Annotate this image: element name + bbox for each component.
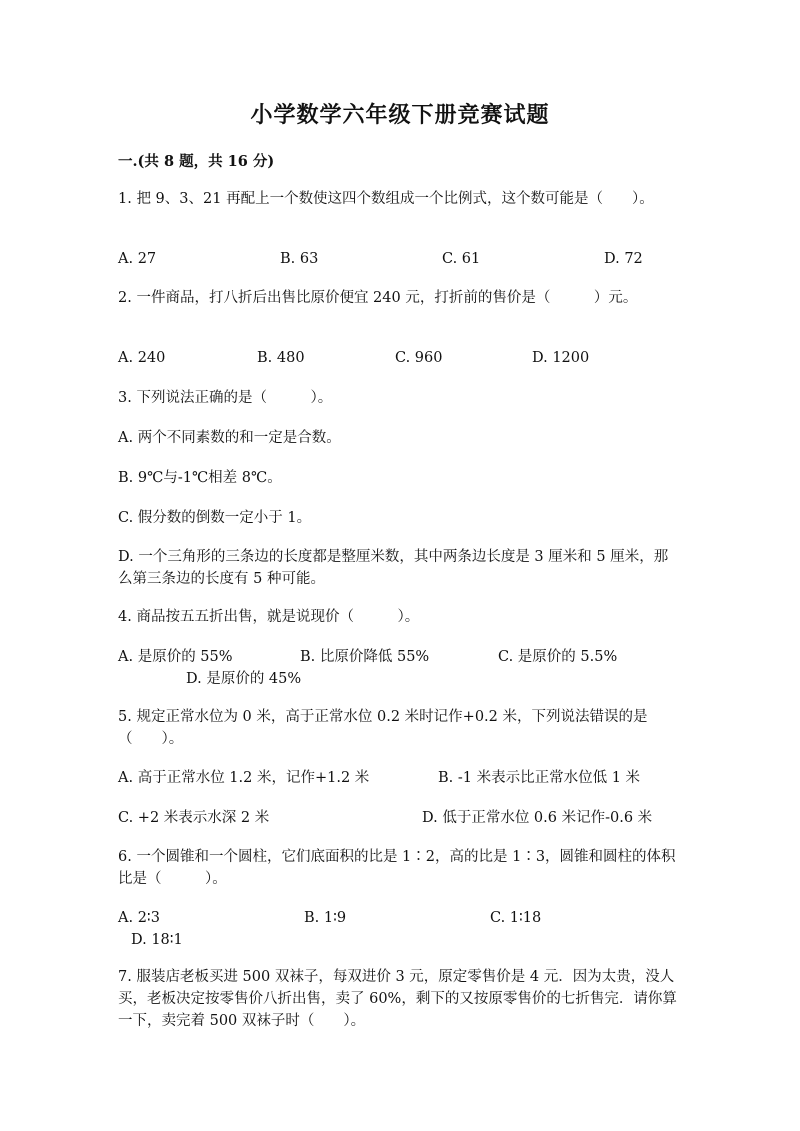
option-c[interactable]: C. 960 xyxy=(395,350,443,366)
question-2-stem: 2. 一件商品，打八折后出售比原价便宜 240 元，打折前的售价是（ ）元。 xyxy=(118,290,638,306)
section-heading: 一.(共 8 题，共 16 分) xyxy=(118,153,275,170)
option-d[interactable]: D. 一个三角形的三条边的长度都是整厘米数，其中两条边长度是 3 厘米和 5 厘米，那么第三条边的长度有 5 种可能。 xyxy=(118,549,669,587)
question-7-stem: 7. 服装店老板买进 500 双袜子，每双进价 3 元，原定零售价是 4 元．因为太贵，没人买，老板决定按零售价八折出售，卖了 60%，剩下的又按原零售价的七折售完．请你算一下，卖完着 500 双袜子时（ ）。 xyxy=(118,969,677,1029)
question-6-options xyxy=(118,907,678,929)
option-a[interactable]: A. 27 xyxy=(118,251,157,267)
question-5-stem: 5. 规定正常水位为 0 米，高于正常水位 0.2 米时记作+0.2 米，下列说法错误的是（ ）。 xyxy=(118,709,648,747)
option-b[interactable]: B. 比原价降低 55% xyxy=(300,649,430,665)
option-a[interactable]: A. 240 xyxy=(118,350,166,366)
question-4-options xyxy=(118,646,678,668)
question-4-stem: 4. 商品按五五折出售，就是说现价（ ）。 xyxy=(118,609,420,625)
question-5-options-row-2 xyxy=(118,807,678,829)
question-1-stem: 1. 把 9、3、21 再配上一个数使这四个数组成一个比例式，这个数可能是（ ）。 xyxy=(118,191,654,207)
option-d[interactable]: D. 1200 xyxy=(532,350,590,366)
option-a[interactable]: A. 2∶3 xyxy=(118,910,160,926)
option-a[interactable]: A. 高于正常水位 1.2 米，记作+1.2 米 xyxy=(118,770,370,786)
option-c[interactable]: C. +2 米表示水深 2 米 xyxy=(118,810,270,826)
option-a[interactable]: A. 两个不同素数的和一定是合数。 xyxy=(118,430,341,446)
question-2-options xyxy=(118,347,678,369)
option-c[interactable]: C. 是原价的 5.5% xyxy=(498,649,618,665)
question-1-options xyxy=(118,248,678,270)
question-5-options-row-1 xyxy=(118,767,678,789)
option-c[interactable]: C. 1∶18 xyxy=(490,910,542,926)
option-d[interactable]: D. 18∶1 xyxy=(131,932,183,948)
option-b[interactable]: B. -1 米表示比正常水位低 1 米 xyxy=(438,770,641,786)
option-d[interactable]: D. 72 xyxy=(604,251,643,267)
option-d[interactable]: D. 低于正常水位 0.6 米记作-0.6 米 xyxy=(422,810,653,826)
option-b[interactable]: B. 480 xyxy=(257,350,305,366)
option-c[interactable]: C. 61 xyxy=(442,251,481,267)
question-6-stem: 6. 一个圆锥和一个圆柱，它们底面积的比是 1∶2，高的比是 1∶3，圆锥和圆柱的体积比是（ ）。 xyxy=(118,849,676,887)
question-3-stem: 3. 下列说法正确的是（ ）。 xyxy=(118,390,333,406)
option-d[interactable]: D. 是原价的 45% xyxy=(186,671,302,687)
option-b[interactable]: B. 9℃与-1℃相差 8℃。 xyxy=(118,470,282,486)
page-title: 小学数学六年级下册竞赛试题 xyxy=(250,102,550,128)
option-b[interactable]: B. 1∶9 xyxy=(304,910,347,926)
option-b[interactable]: B. 63 xyxy=(280,251,319,267)
option-c[interactable]: C. 假分数的倒数一定小于 1。 xyxy=(118,510,312,526)
option-a[interactable]: A. 是原价的 55% xyxy=(118,649,233,665)
